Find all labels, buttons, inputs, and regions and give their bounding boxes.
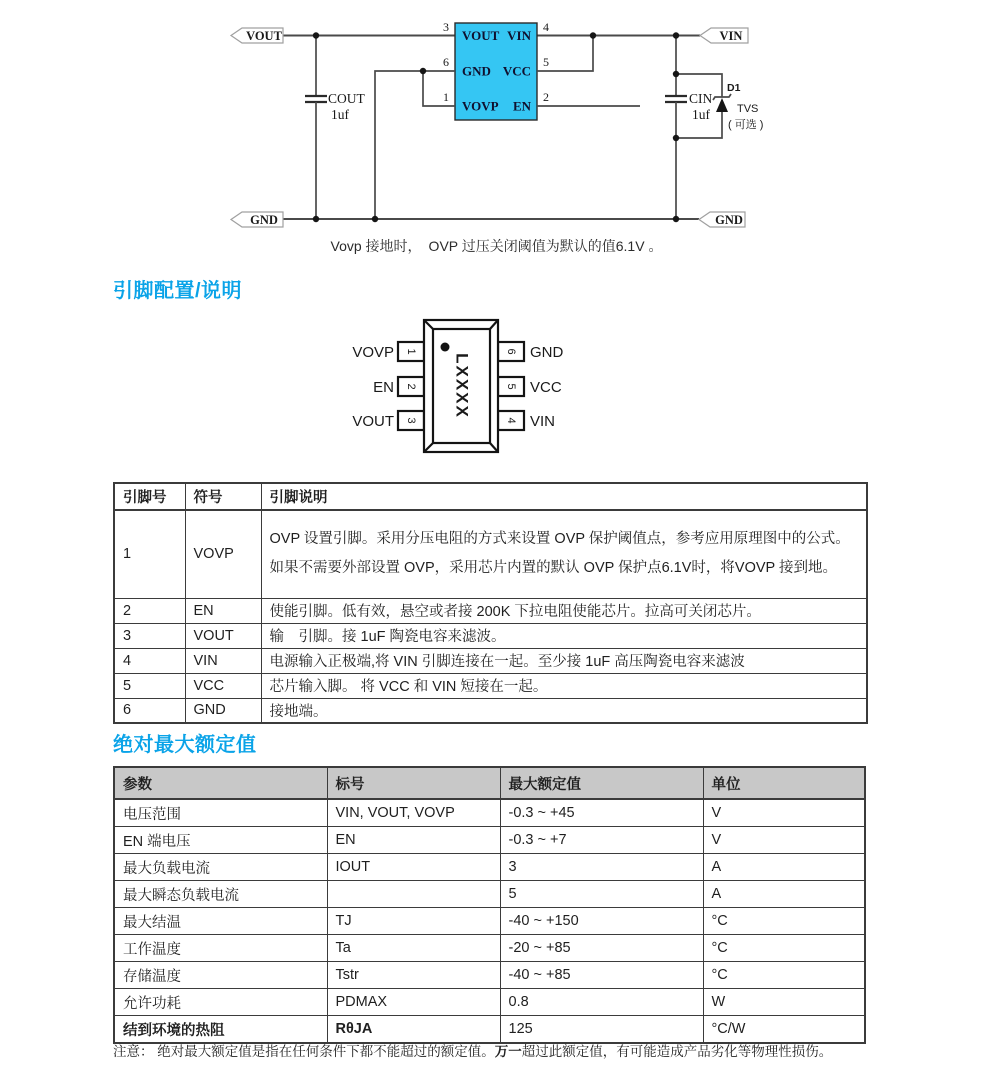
table-header-row (114, 483, 867, 510)
rating-cell: -20 ~ +85 (500, 935, 703, 962)
symbol-cell: Tstr (327, 962, 500, 989)
vout-terminal-label: VOUT (246, 29, 282, 43)
pin-description-table (113, 482, 868, 724)
col-header-symbol: 标号 (327, 767, 500, 799)
rating-cell: -0.3 ~ +7 (500, 827, 703, 854)
ic-pin-vout: VOUT (462, 28, 500, 43)
param-cell: 最大结温 (114, 908, 327, 935)
cin-value: 1uf (692, 107, 710, 122)
application-circuit-diagram (0, 0, 993, 232)
unit-cell: A (703, 881, 865, 908)
pkg-pin6-num: 6 (505, 348, 517, 355)
pin-num-cell: 5 (114, 673, 185, 698)
rating-cell: 3 (500, 854, 703, 881)
pin-num-cell: 1 (114, 510, 185, 598)
pkg-pin2-num: 2 (405, 383, 417, 390)
pkg-pin5-num: 5 (505, 383, 517, 390)
unit-cell: W (703, 989, 865, 1016)
junction-dot (313, 216, 319, 222)
tvs-optional-label: ( 可选 ) (728, 119, 764, 131)
param-cell: 结到环境的热阻 (114, 1016, 327, 1044)
rating-cell: 5 (500, 881, 703, 908)
table-row (114, 908, 865, 935)
pkg-pin3-num: 3 (405, 417, 417, 424)
pin-desc-cell: 输 引脚。接 1uF 陶瓷电容来滤波。 (261, 623, 867, 648)
symbol-cell (327, 881, 500, 908)
pin-number-4: 4 (543, 20, 549, 34)
ic-pin-gnd: GND (462, 63, 491, 79)
table-row (114, 854, 865, 881)
pin-number-6: 6 (443, 55, 449, 69)
unit-cell: V (703, 799, 865, 827)
pin-config-heading: 引脚配置/说明 (113, 280, 243, 302)
junction-dot (673, 32, 679, 38)
table-row (114, 673, 867, 698)
pin-number-1: 1 (443, 90, 449, 104)
cout-value: 1uf (331, 107, 349, 122)
pin-sym-cell: VOVP (185, 510, 261, 598)
unit-cell: °C (703, 962, 865, 989)
unit-cell: °C/W (703, 1016, 865, 1044)
table-row (114, 881, 865, 908)
symbol-cell: RθJA (327, 1016, 500, 1044)
symbol-cell: IOUT (327, 854, 500, 881)
symbol-cell: Ta (327, 935, 500, 962)
symbol-cell: EN (327, 827, 500, 854)
pin-num-cell: 2 (114, 598, 185, 623)
pkg-part-number: LXXXX (452, 353, 472, 419)
pkg-label-vin: VIN (530, 413, 556, 430)
rating-cell: -40 ~ +150 (500, 908, 703, 935)
rating-cell: -40 ~ +85 (500, 962, 703, 989)
pkg-label-vovp: VOVP (352, 344, 394, 361)
ic-pin-vcc: VCC (502, 63, 531, 79)
note-bold-text: 万一 (494, 1044, 522, 1059)
table-row (114, 827, 865, 854)
table-header-row (114, 767, 865, 799)
table-row (114, 799, 865, 827)
table-row (114, 598, 867, 623)
circuit-caption: Vovp 接地时， OVP 过压关闭阈值为默认的值6.1V 。 (330, 238, 663, 254)
table-row (114, 510, 867, 598)
table-row (114, 648, 867, 673)
pin-sym-cell: VIN (185, 648, 261, 673)
unit-cell: V (703, 827, 865, 854)
gnd-left-terminal-label: GND (250, 213, 278, 227)
pkg-label-vcc: VCC (530, 379, 562, 396)
pkg-pin1-dot (441, 343, 450, 352)
ic-pin-en: EN (512, 98, 531, 114)
table-row (114, 935, 865, 962)
param-cell: 允许功耗 (114, 989, 327, 1016)
ic-pin-vovp: VOVP (462, 98, 499, 114)
col-header-desc: 引脚说明 (261, 483, 867, 510)
rating-cell: 0.8 (500, 989, 703, 1016)
junction-dot (673, 135, 679, 141)
pin-desc-cell: 芯片输入脚。 将 VCC 和 VIN 短接在一起。 (261, 673, 867, 698)
note-text: 超过此额定值，有可能造成产品劣化等物理性损伤。 (521, 1044, 833, 1059)
cout-label: COUT (328, 91, 365, 106)
pkg-pin1-num: 1 (405, 348, 417, 355)
pin-sym-cell: GND (185, 698, 261, 723)
abs-max-heading: 绝对最大额定值 (113, 734, 257, 756)
param-cell: EN 端电压 (114, 827, 327, 854)
tvs-ref-label: D1 (727, 82, 741, 94)
package-pinout-diagram (0, 316, 993, 458)
pkg-label-en: EN (373, 379, 394, 396)
param-cell: 工作温度 (114, 935, 327, 962)
param-cell: 最大瞬态负载电流 (114, 881, 327, 908)
gnd-right-terminal-label: GND (715, 213, 743, 227)
table-row (114, 698, 867, 723)
col-header-pin-number: 引脚号 (114, 483, 185, 510)
junction-dot (313, 32, 319, 38)
symbol-cell: TJ (327, 908, 500, 935)
vin-terminal-label: VIN (719, 29, 743, 43)
ic-pin-vin: VIN (507, 28, 531, 43)
table-row (114, 962, 865, 989)
junction-dot (372, 216, 378, 222)
param-cell: 最大负载电流 (114, 854, 327, 881)
pin-sym-cell: EN (185, 598, 261, 623)
symbol-cell: PDMAX (327, 989, 500, 1016)
col-header-parameter: 参数 (114, 767, 327, 799)
col-header-rating: 最大额定值 (500, 767, 703, 799)
pin-num-cell: 6 (114, 698, 185, 723)
table-row (114, 989, 865, 1016)
pin-desc-cell: 接地端。 (261, 698, 867, 723)
table-row (114, 623, 867, 648)
pin-sym-cell: VOUT (185, 623, 261, 648)
junction-dot (590, 32, 596, 38)
unit-cell: A (703, 854, 865, 881)
junction-dot (420, 68, 426, 74)
rating-cell: 125 (500, 1016, 703, 1044)
tvs-diode-symbol (716, 98, 728, 112)
pin-desc-cell: OVP 设置引脚。采用分压电阻的方式来设置 OVP 保护阈值点，参考应用原理图中的公式。如果不需要外部设置 OVP，采用芯片内置的默认 OVP 保护点6.1V时，将VOVP 接到地。 (261, 510, 867, 598)
symbol-cell: VIN, VOUT, VOVP (327, 799, 500, 827)
rating-cell: -0.3 ~ +45 (500, 799, 703, 827)
pin-number-3: 3 (443, 20, 449, 34)
pin-number-2: 2 (543, 90, 549, 104)
table-row (114, 1016, 865, 1044)
tvs-type-label: TVS (737, 103, 759, 115)
pin-number-5: 5 (543, 55, 549, 69)
param-cell: 电压范围 (114, 799, 327, 827)
unit-cell: °C (703, 908, 865, 935)
junction-dot (673, 216, 679, 222)
pin-sym-cell: VCC (185, 673, 261, 698)
param-cell: 存储温度 (114, 962, 327, 989)
pin-desc-cell: 使能引脚。低有效，悬空或者接 200K 下拉电阻使能芯片。拉高可关闭芯片。 (261, 598, 867, 623)
abs-max-note (113, 1040, 883, 1064)
pkg-pin4-num: 4 (505, 417, 517, 424)
note-text: 注意： 绝对最大额定值是指在任何条件下都不能超过的额定值。 (113, 1044, 495, 1059)
junction-dot (673, 71, 679, 77)
pkg-label-gnd: GND (530, 344, 564, 361)
pin-desc-cell: 电源输入正极端,将 VIN 引脚连接在一起。至少接 1uF 高压陶瓷电容来滤波 (261, 648, 867, 673)
unit-cell: °C (703, 935, 865, 962)
col-header-symbol: 符号 (185, 483, 261, 510)
pin-num-cell: 4 (114, 648, 185, 673)
pin-num-cell: 3 (114, 623, 185, 648)
col-header-unit: 单位 (703, 767, 865, 799)
wire-vovp-pin (423, 71, 455, 106)
absolute-max-ratings-table (113, 766, 866, 1044)
pkg-label-vout: VOUT (352, 413, 394, 430)
cin-label: CIN (689, 91, 713, 106)
